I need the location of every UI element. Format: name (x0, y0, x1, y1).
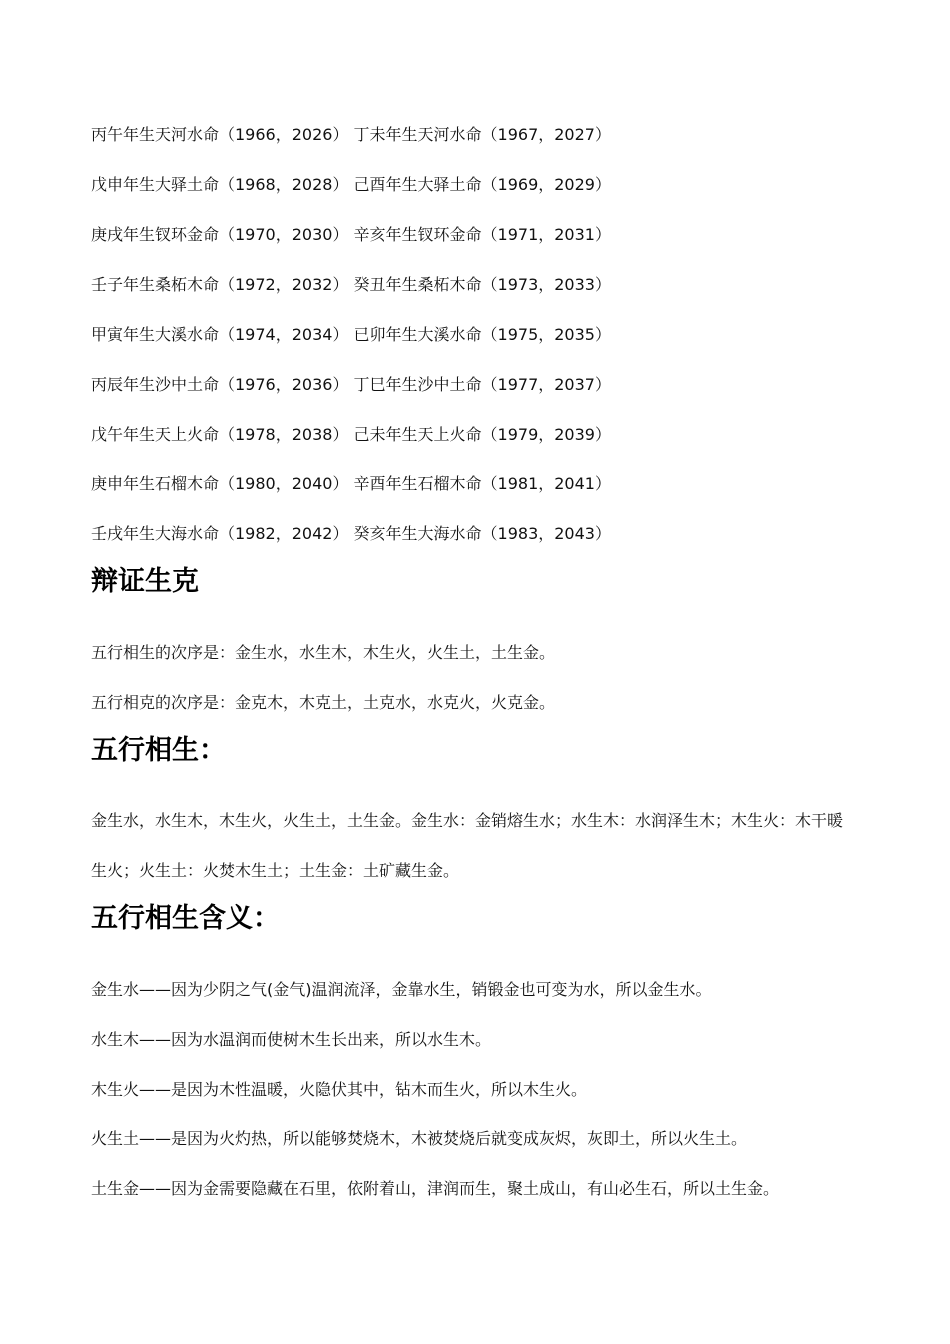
paragraph-line: 金生水，水生木，木生火，火生土，土生金。金生水：金销熔生水；水生木：水润泽生木；木生火：木干暖 (91, 811, 844, 830)
section-heading-hanyi: 五行相生含义： (91, 903, 280, 934)
section-heading-bianzheng: 辩证生克 (91, 566, 199, 597)
nayin-row: 戊申年生大驿土命（1968，2028） 己酉年生大驿土命（1969，2029） (91, 175, 611, 194)
paragraph-line: 水生木——因为水温润而使树木生长出来，所以水生木。 (91, 1030, 492, 1049)
nayin-row: 丙午年生天河水命（1966，2026） 丁未年生天河水命（1967，2027） (91, 125, 611, 144)
nayin-row: 丙辰年生沙中土命（1976，2036） 丁巳年生沙中土命（1977，2037） (91, 375, 611, 394)
paragraph-line: 五行相生的次序是：金生水，水生木，木生火，火生土，土生金。 (91, 643, 556, 662)
section-heading-xiangsheng: 五行相生： (91, 735, 226, 766)
nayin-row: 庚戌年生钗环金命（1970，2030） 辛亥年生钗环金命（1971，2031） (91, 225, 611, 244)
nayin-row: 壬戌年生大海水命（1982，2042） 癸亥年生大海水命（1983，2043） (91, 524, 611, 543)
paragraph-line: 木生火——是因为木性温暖，火隐伏其中，钻木而生火，所以木生火。 (91, 1080, 588, 1099)
paragraph-line: 土生金——因为金需要隐藏在石里，依附着山，津润而生，聚土成山，有山必生石，所以土生金。 (91, 1179, 780, 1198)
paragraph-line: 五行相克的次序是：金克木，木克土，土克水，水克火，火克金。 (91, 693, 556, 712)
paragraph-line: 火生土——是因为火灼热，所以能够焚烧木，木被焚烧后就变成灰烬，灰即土，所以火生土。 (91, 1129, 748, 1148)
paragraph-line: 金生水——因为少阴之气(金气)温润流泽，金靠水生，销锻金也可变为水，所以金生水。 (91, 980, 712, 999)
nayin-row: 庚申年生石榴木命（1980，2040） 辛酉年生石榴木命（1981，2041） (91, 474, 611, 493)
nayin-row: 戊午年生天上火命（1978，2038） 己未年生天上火命（1979，2039） (91, 425, 611, 444)
nayin-row: 甲寅年生大溪水命（1974，2034） 已卯年生大溪水命（1975，2035） (91, 325, 611, 344)
nayin-row: 壬子年生桑柘木命（1972，2032） 癸丑年生桑柘木命（1973，2033） (91, 275, 611, 294)
paragraph-line: 生火；火生土：火焚木生土；土生金：土矿藏生金。 (91, 861, 460, 880)
